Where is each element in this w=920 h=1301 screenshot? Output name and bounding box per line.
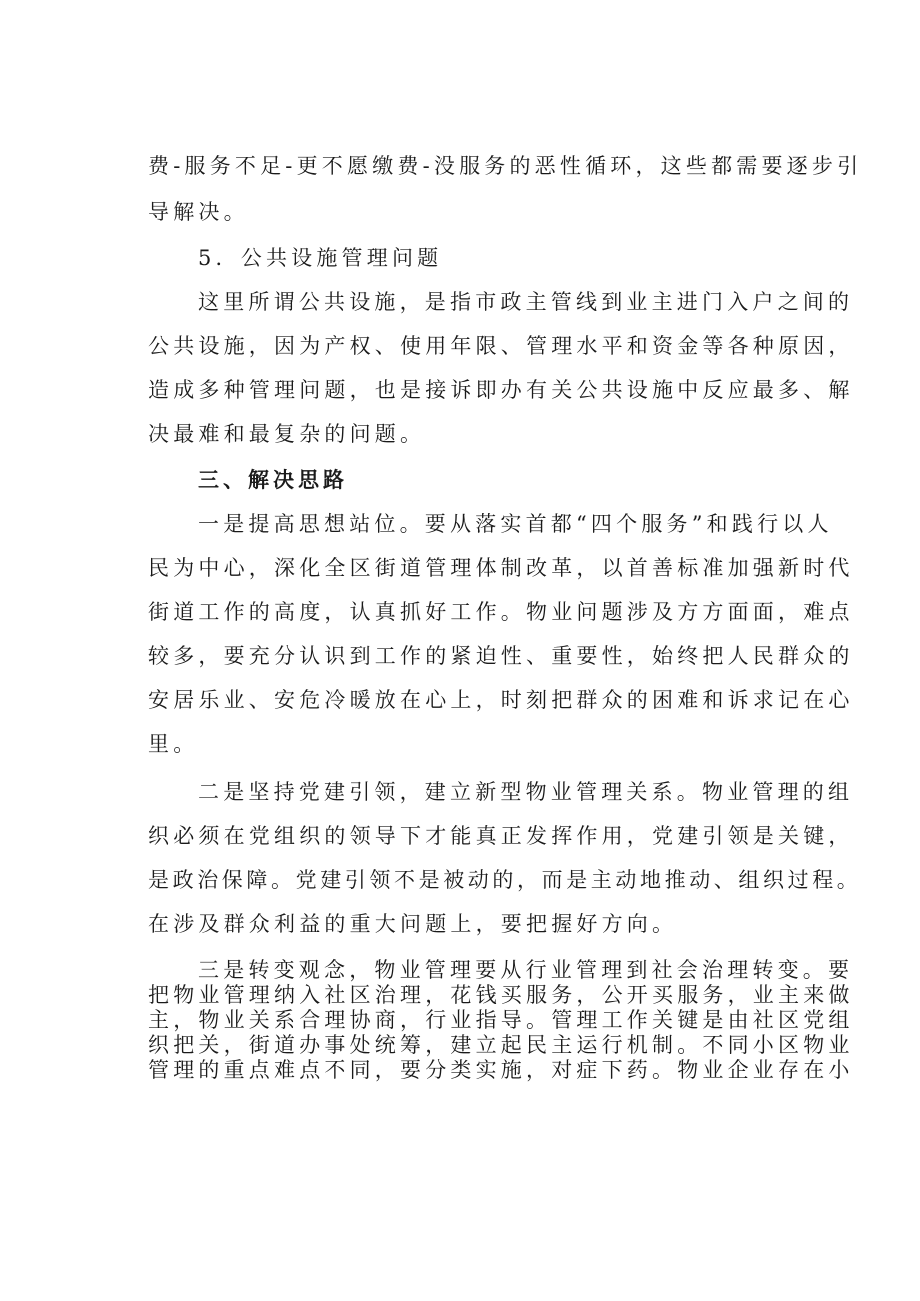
text-line: 民为中心，深化全区街道管理体制改革，以首善标准加强新时代 xyxy=(148,556,854,580)
section3-paragraph-2 xyxy=(148,776,862,940)
text-line: 较多，要充分认识到工作的紧迫性、重要性，始终把人民群众的 xyxy=(148,644,854,668)
text-line: 里。 xyxy=(148,732,199,756)
text-line: 这里所谓公共设施，是指市政主管线到业主进门入户之间的 xyxy=(198,290,854,314)
text-line: 公共设施，因为产权、使用年限、管理水平和资金等各种原因， xyxy=(148,334,854,358)
text-line: 管理的重点难点不同，要分类实施，对症下药。物业企业存在小 xyxy=(148,1058,854,1082)
section3-paragraph-1 xyxy=(148,508,854,760)
text-line: 在涉及群众利益的重大问题上，要把握好方向。 xyxy=(148,912,678,936)
text-line: 街道工作的高度，认真抓好工作。物业问题涉及方方面面，难点 xyxy=(148,600,854,624)
text-line: 把物业管理纳入社区治理，花钱买服务，公开买服务，业主来做 xyxy=(148,983,854,1007)
text-line: 导解决。 xyxy=(148,200,249,224)
document-body xyxy=(148,150,863,1083)
item5-heading: 5．公共设施管理问题 xyxy=(198,246,443,270)
section3-paragraph-3 xyxy=(148,958,854,1083)
item5-paragraph xyxy=(148,286,854,450)
text-line: 安居乐业、安危冷暖放在心上，时刻把群众的困难和诉求记在心 xyxy=(148,688,854,712)
text-line: 一是提高思想站位。要从落实首都“四个服务”和践行以人 xyxy=(198,512,833,536)
text-line: 织必须在党组织的领导下才能真正发挥作用，党建引领是关键， xyxy=(148,824,854,848)
text-line: 造成多种管理问题，也是接诉即办有关公共设施中反应最多、解 xyxy=(148,378,854,402)
text-line: 织把关，街道办事处统筹，建立起民主运行机制。不同小区物业 xyxy=(148,1033,854,1057)
text-line: 主，物业关系合理协商，行业指导。管理工作关键是由社区党组 xyxy=(148,1008,854,1032)
intro-paragraph xyxy=(148,150,863,228)
text-line: 二是坚持党建引领，建立新型物业管理关系。物业管理的组 xyxy=(198,780,854,804)
text-line: 决最难和最复杂的问题。 xyxy=(148,422,426,446)
text-line: 是政治保障。党建引领不是被动的，而是主动地推动、组织过程。 xyxy=(148,868,862,892)
text-line: 三是转变观念，物业管理要从行业管理到社会治理转变。要 xyxy=(198,958,854,982)
section-heading: 三、解决思路 xyxy=(198,468,348,492)
text-line: 费-服务不足-更不愿缴费-没服务的恶性循环，这些都需要逐步引 xyxy=(148,154,863,178)
